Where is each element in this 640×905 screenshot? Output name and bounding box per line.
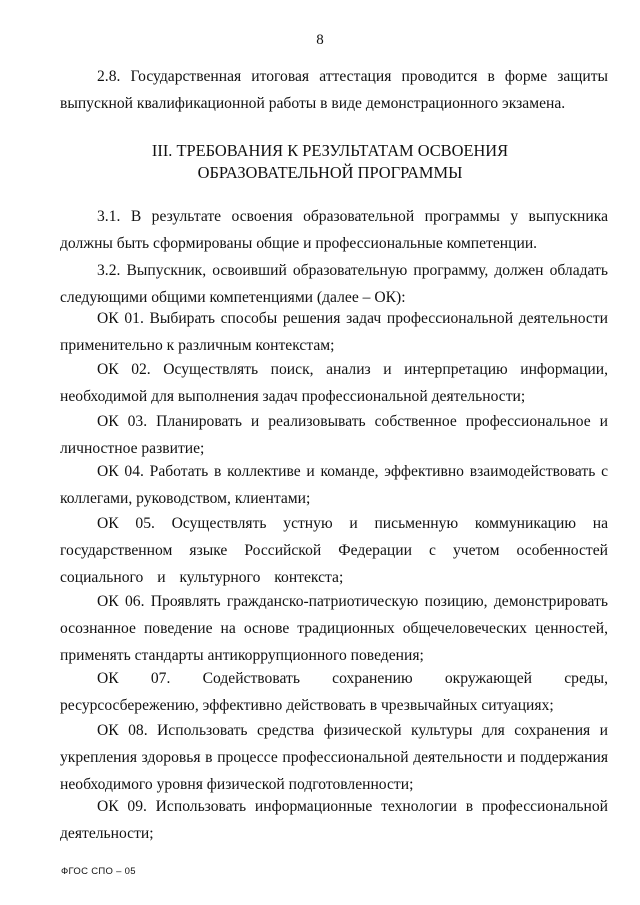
paragraph-3-2: 3.2. Выпускник, освоивший образовательную программу, должен обладать следующими общими компетенциями (далее – ОК): bbox=[60, 262, 608, 306]
paragraph-ok-07: ОК 07. Содействовать сохранению окружающей среды, ресурсосбережению, эффективно действовать в чрезвычайных ситуациях; bbox=[60, 670, 608, 714]
paragraph-ok-02: ОК 02. Осуществлять поиск, анализ и интерпретацию информации, необходимой для выполнения задач профессиональной деятельности; bbox=[60, 361, 608, 405]
paragraph-ok-05: ОК 05. Осуществлять устную и письменную коммуникацию на государственном языке Российской Федерации с учетом особенностей социального и культурного контекста; bbox=[60, 515, 608, 586]
paragraph-ok-01: ОК 01. Выбирать способы решения задач профессиональной деятельности применительно к различным контекстам; bbox=[60, 310, 608, 354]
section-heading: III. ТРЕБОВАНИЯ К РЕЗУЛЬТАТАМ ОСВОЕНИЯ ОБРАЗОВАТЕЛЬНОЙ ПРОГРАММЫ bbox=[151, 141, 509, 182]
paragraph-ok-03: ОК 03. Планировать и реализовывать собственное профессиональное и личностное развитие; bbox=[60, 413, 608, 457]
document-footer: ФГОС СПО – 05 bbox=[61, 866, 136, 877]
paragraph-ok-09: ОК 09. Использовать информационные технологии в профессиональной деятельности; bbox=[60, 798, 608, 842]
paragraph-ok-08: ОК 08. Использовать средства физической культуры для сохранения и укрепления здоровья в процессе профессиональной деятельности и поддержания необходимого уровня физической подготовленности; bbox=[60, 722, 608, 793]
page-number: 8 bbox=[316, 32, 324, 48]
paragraph-ok-04: ОК 04. Работать в коллективе и команде, эффективно взаимодействовать с коллегами, руководством, клиентами; bbox=[60, 463, 608, 507]
paragraph-3-1: 3.1. В результате освоения образовательной программы у выпускника должны быть сформированы общие и профессиональные компетенции. bbox=[60, 208, 608, 252]
paragraph-2-8: 2.8. Государственная итоговая аттестация проводится в форме защиты выпускной квалификационной работы в виде демонстрационного экзамена. bbox=[60, 68, 608, 112]
paragraph-ok-06: ОК 06. Проявлять гражданско-патриотическую позицию, демонстрировать осознанное поведение на основе традиционных общечеловеческих ценностей, применять стандарты антикоррупционного поведения; bbox=[60, 593, 608, 664]
